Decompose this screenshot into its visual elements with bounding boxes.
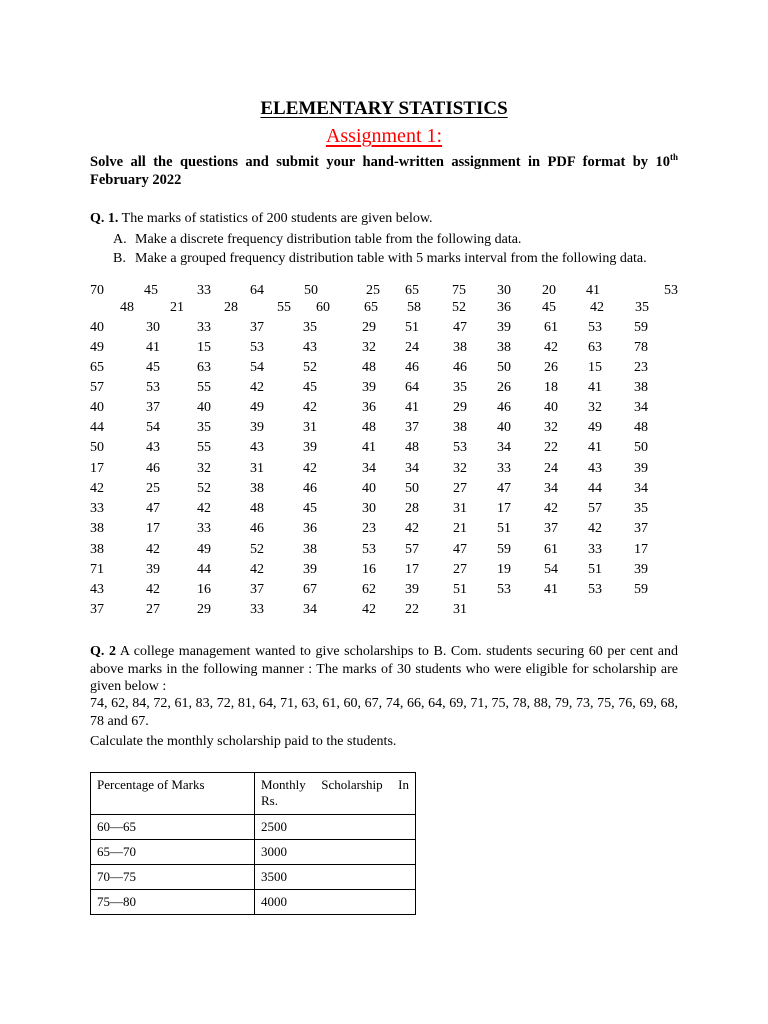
mark-value: 41 (544, 582, 558, 597)
mark-value: 37 (250, 582, 264, 597)
mark-value: 38 (634, 380, 648, 395)
mark-value: 15 (197, 340, 211, 355)
mark-value: 33 (250, 602, 264, 617)
mark-value: 42 (544, 501, 558, 516)
instructions-text: Solve all the questions and submit your hand-written assignment in PDF format by 10 (90, 154, 670, 170)
mark-value: 46 (453, 360, 467, 375)
mark-value: 39 (497, 320, 511, 335)
mark-value: 37 (634, 521, 648, 536)
mark-value: 28 (405, 501, 419, 516)
mark-value: 43 (588, 461, 602, 476)
mark-value: 23 (634, 360, 648, 375)
mark-value: 16 (362, 562, 376, 577)
table-cell-amount: 4000 (255, 890, 416, 915)
mark-value: 37 (544, 521, 558, 536)
mark-value: 40 (90, 320, 104, 335)
mark-value: 39 (250, 420, 264, 435)
mark-value: 34 (634, 481, 648, 496)
mark-value: 44 (90, 420, 104, 435)
mark-value: 32 (544, 420, 558, 435)
mark-value: 51 (405, 320, 419, 335)
mark-value: 59 (634, 320, 648, 335)
mark-value: 52 (452, 300, 466, 315)
mark-value: 38 (497, 340, 511, 355)
mark-value: 38 (90, 521, 104, 536)
mark-value: 29 (362, 320, 376, 335)
mark-value: 41 (586, 283, 600, 298)
mark-value: 33 (197, 320, 211, 335)
mark-value: 48 (250, 501, 264, 516)
mark-value: 48 (634, 420, 648, 435)
mark-value: 48 (362, 360, 376, 375)
mark-value: 53 (588, 320, 602, 335)
mark-value: 32 (362, 340, 376, 355)
mark-value: 65 (364, 300, 378, 315)
mark-value: 47 (497, 481, 511, 496)
mark-value: 30 (497, 283, 511, 298)
header-word: In (398, 777, 409, 792)
mark-value: 46 (250, 521, 264, 536)
table-row (91, 815, 416, 840)
mark-value: 50 (90, 440, 104, 455)
q1-label: Q. 1. (90, 211, 119, 226)
table-cell-amount: 2500 (255, 815, 416, 840)
q2-marks-values: 74, 62, 84, 72, 61, 83, 72, 81, 64, 71, 63, 61, 60, 67, 74, 66, 64, 69, 71, 75, 78, 88, 79, 73, 75, 76, 69, 68, 78 and 67. (90, 696, 678, 729)
mark-value: 42 (90, 481, 104, 496)
mark-value: 37 (90, 602, 104, 617)
mark-value: 71 (90, 562, 104, 577)
mark-value: 41 (588, 440, 602, 455)
mark-value: 26 (544, 360, 558, 375)
mark-value: 42 (303, 461, 317, 476)
mark-value: 40 (362, 481, 376, 496)
mark-value: 26 (497, 380, 511, 395)
mark-value: 63 (197, 360, 211, 375)
mark-value: 17 (146, 521, 160, 536)
table-row (91, 840, 416, 865)
mark-value: 53 (146, 380, 160, 395)
mark-value: 47 (453, 320, 467, 335)
mark-value: 43 (90, 582, 104, 597)
mark-value: 24 (405, 340, 419, 355)
header-word: Monthly (261, 777, 306, 792)
mark-value: 53 (362, 542, 376, 557)
mark-value: 42 (303, 400, 317, 415)
table-cell-range: 60—65 (91, 815, 255, 840)
mark-value: 35 (303, 320, 317, 335)
mark-value: 62 (362, 582, 376, 597)
mark-value: 49 (588, 420, 602, 435)
mark-value: 57 (90, 380, 104, 395)
table-cell-range: 65—70 (91, 840, 255, 865)
mark-value: 25 (146, 481, 160, 496)
mark-value: 39 (303, 562, 317, 577)
mark-value: 16 (197, 582, 211, 597)
task-letter: A. (113, 232, 127, 247)
assignment-title: Assignment 1: (325, 125, 443, 147)
mark-value: 47 (453, 542, 467, 557)
mark-value: 27 (146, 602, 160, 617)
mark-value: 33 (90, 501, 104, 516)
q2-instruction: Calculate the monthly scholarship paid to the students. (90, 734, 397, 749)
mark-value: 42 (544, 340, 558, 355)
mark-value: 31 (303, 420, 317, 435)
mark-value: 42 (146, 582, 160, 597)
mark-value: 31 (453, 501, 467, 516)
mark-value: 39 (303, 440, 317, 455)
mark-value: 34 (634, 400, 648, 415)
mark-value: 17 (634, 542, 648, 557)
mark-value: 42 (250, 380, 264, 395)
mark-value: 51 (453, 582, 467, 597)
mark-value: 46 (405, 360, 419, 375)
mark-value: 51 (588, 562, 602, 577)
mark-value: 22 (405, 602, 419, 617)
mark-value: 59 (634, 582, 648, 597)
mark-value: 60 (316, 300, 330, 315)
header-percentage-of-marks: Percentage of Marks (91, 773, 255, 815)
mark-value: 36 (303, 521, 317, 536)
mark-value: 45 (144, 283, 158, 298)
mark-value: 38 (453, 420, 467, 435)
mark-value: 65 (405, 283, 419, 298)
mark-value: 40 (544, 400, 558, 415)
mark-value: 40 (197, 400, 211, 415)
mark-value: 53 (664, 283, 678, 298)
mark-value: 27 (453, 481, 467, 496)
mark-value: 42 (588, 521, 602, 536)
mark-value: 53 (453, 440, 467, 455)
mark-value: 33 (497, 461, 511, 476)
mark-value: 41 (146, 340, 160, 355)
mark-value: 50 (634, 440, 648, 455)
mark-value: 39 (634, 562, 648, 577)
mark-value: 44 (197, 562, 211, 577)
mark-value: 32 (453, 461, 467, 476)
mark-value: 33 (197, 521, 211, 536)
mark-value: 46 (303, 481, 317, 496)
mark-value: 42 (146, 542, 160, 557)
mark-value: 17 (405, 562, 419, 577)
q2-paragraph (90, 643, 678, 696)
mark-value: 50 (304, 283, 318, 298)
mark-value: 45 (303, 501, 317, 516)
mark-value: 49 (197, 542, 211, 557)
mark-value: 48 (120, 300, 134, 315)
mark-value: 44 (588, 481, 602, 496)
mark-value: 54 (250, 360, 264, 375)
mark-value: 46 (146, 461, 160, 476)
mark-value: 67 (303, 582, 317, 597)
mark-value: 42 (590, 300, 604, 315)
mark-value: 55 (197, 380, 211, 395)
mark-value: 42 (250, 562, 264, 577)
mark-value: 35 (197, 420, 211, 435)
q1-task-a (113, 232, 521, 248)
mark-value: 64 (250, 283, 264, 298)
mark-value: 59 (497, 542, 511, 557)
mark-value: 34 (405, 461, 419, 476)
mark-value: 39 (362, 380, 376, 395)
document-title: ELEMENTARY STATISTICS (260, 98, 508, 119)
task-text: Make a discrete frequency distribution table from the following data. (135, 232, 522, 247)
mark-value: 38 (250, 481, 264, 496)
header-unit: Rs. (261, 793, 278, 808)
mark-value: 37 (146, 400, 160, 415)
q1-task-b (113, 251, 647, 267)
mark-value: 29 (197, 602, 211, 617)
table-row (91, 865, 416, 890)
task-letter: B. (113, 251, 126, 266)
mark-value: 32 (588, 400, 602, 415)
mark-value: 48 (362, 420, 376, 435)
mark-value: 43 (146, 440, 160, 455)
mark-value: 61 (544, 542, 558, 557)
mark-value: 34 (544, 481, 558, 496)
table-cell-amount: 3500 (255, 865, 416, 890)
mark-value: 24 (544, 461, 558, 476)
mark-value: 31 (250, 461, 264, 476)
mark-value: 34 (362, 461, 376, 476)
mark-value: 55 (197, 440, 211, 455)
mark-value: 39 (405, 582, 419, 597)
mark-value: 38 (90, 542, 104, 557)
mark-value: 20 (542, 283, 556, 298)
mark-value: 39 (146, 562, 160, 577)
mark-value: 54 (146, 420, 160, 435)
instructions-date: February 2022 (90, 172, 182, 188)
mark-value: 61 (544, 320, 558, 335)
mark-value: 19 (497, 562, 511, 577)
mark-value: 21 (170, 300, 184, 315)
q1-text: The marks of statistics of 200 students are given below. (121, 211, 433, 226)
mark-value: 53 (250, 340, 264, 355)
mark-value: 65 (90, 360, 104, 375)
mark-value: 41 (405, 400, 419, 415)
mark-value: 42 (197, 501, 211, 516)
mark-value: 51 (497, 521, 511, 536)
mark-value: 57 (588, 501, 602, 516)
mark-value: 18 (544, 380, 558, 395)
mark-value: 52 (250, 542, 264, 557)
mark-value: 52 (303, 360, 317, 375)
mark-value: 42 (405, 521, 419, 536)
mark-value: 17 (90, 461, 104, 476)
mark-value: 75 (452, 283, 466, 298)
mark-value: 53 (497, 582, 511, 597)
mark-value: 41 (362, 440, 376, 455)
mark-value: 46 (497, 400, 511, 415)
mark-value: 45 (303, 380, 317, 395)
mark-value: 35 (634, 501, 648, 516)
mark-value: 32 (197, 461, 211, 476)
table-row (91, 890, 416, 915)
header-monthly-scholarship (255, 773, 416, 815)
mark-value: 30 (146, 320, 160, 335)
mark-value: 38 (303, 542, 317, 557)
mark-value: 30 (362, 501, 376, 516)
mark-value: 70 (90, 283, 104, 298)
mark-value: 52 (197, 481, 211, 496)
mark-value: 50 (497, 360, 511, 375)
mark-value: 78 (634, 340, 648, 355)
mark-value: 34 (303, 602, 317, 617)
mark-value: 33 (588, 542, 602, 557)
task-text: Make a grouped frequency distribution table with 5 marks interval from the following data. (135, 251, 647, 266)
mark-value: 55 (277, 300, 291, 315)
mark-value: 63 (588, 340, 602, 355)
mark-value: 49 (250, 400, 264, 415)
mark-value: 43 (250, 440, 264, 455)
mark-value: 35 (453, 380, 467, 395)
mark-value: 15 (588, 360, 602, 375)
mark-value: 37 (250, 320, 264, 335)
mark-value: 64 (405, 380, 419, 395)
mark-value: 37 (405, 420, 419, 435)
mark-value: 34 (497, 440, 511, 455)
mark-value: 36 (362, 400, 376, 415)
mark-value: 45 (542, 300, 556, 315)
q1-heading (90, 211, 433, 227)
q2-text: A college management wanted to give scholarships to B. Com. students securing 60 per cent and above marks in the following manner : The marks of 30 students who were eligible for scholarship are given below : (90, 644, 678, 694)
mark-value: 23 (362, 521, 376, 536)
mark-value: 43 (303, 340, 317, 355)
scholarship-table (90, 772, 416, 915)
instructions (90, 153, 678, 189)
mark-value: 50 (405, 481, 419, 496)
mark-value: 36 (497, 300, 511, 315)
mark-value: 42 (362, 602, 376, 617)
mark-value: 57 (405, 542, 419, 557)
mark-value: 17 (497, 501, 511, 516)
instructions-superscript: th (669, 152, 678, 163)
mark-value: 28 (224, 300, 238, 315)
mark-value: 45 (146, 360, 160, 375)
mark-value: 54 (544, 562, 558, 577)
mark-value: 40 (90, 400, 104, 415)
mark-value: 21 (453, 521, 467, 536)
mark-value: 31 (453, 602, 467, 617)
mark-value: 39 (634, 461, 648, 476)
mark-value: 53 (588, 582, 602, 597)
mark-value: 49 (90, 340, 104, 355)
q2-label: Q. 2 (90, 644, 116, 659)
mark-value: 58 (407, 300, 421, 315)
table-header-row (91, 773, 416, 815)
mark-value: 47 (146, 501, 160, 516)
mark-value: 25 (366, 283, 380, 298)
mark-value: 41 (588, 380, 602, 395)
mark-value: 33 (197, 283, 211, 298)
mark-value: 35 (635, 300, 649, 315)
table-cell-amount: 3000 (255, 840, 416, 865)
mark-value: 22 (544, 440, 558, 455)
mark-value: 29 (453, 400, 467, 415)
header-word: Scholarship (321, 777, 383, 792)
mark-value: 48 (405, 440, 419, 455)
mark-value: 38 (453, 340, 467, 355)
mark-value: 27 (453, 562, 467, 577)
mark-value: 40 (497, 420, 511, 435)
table-cell-range: 75—80 (91, 890, 255, 915)
table-cell-range: 70—75 (91, 865, 255, 890)
